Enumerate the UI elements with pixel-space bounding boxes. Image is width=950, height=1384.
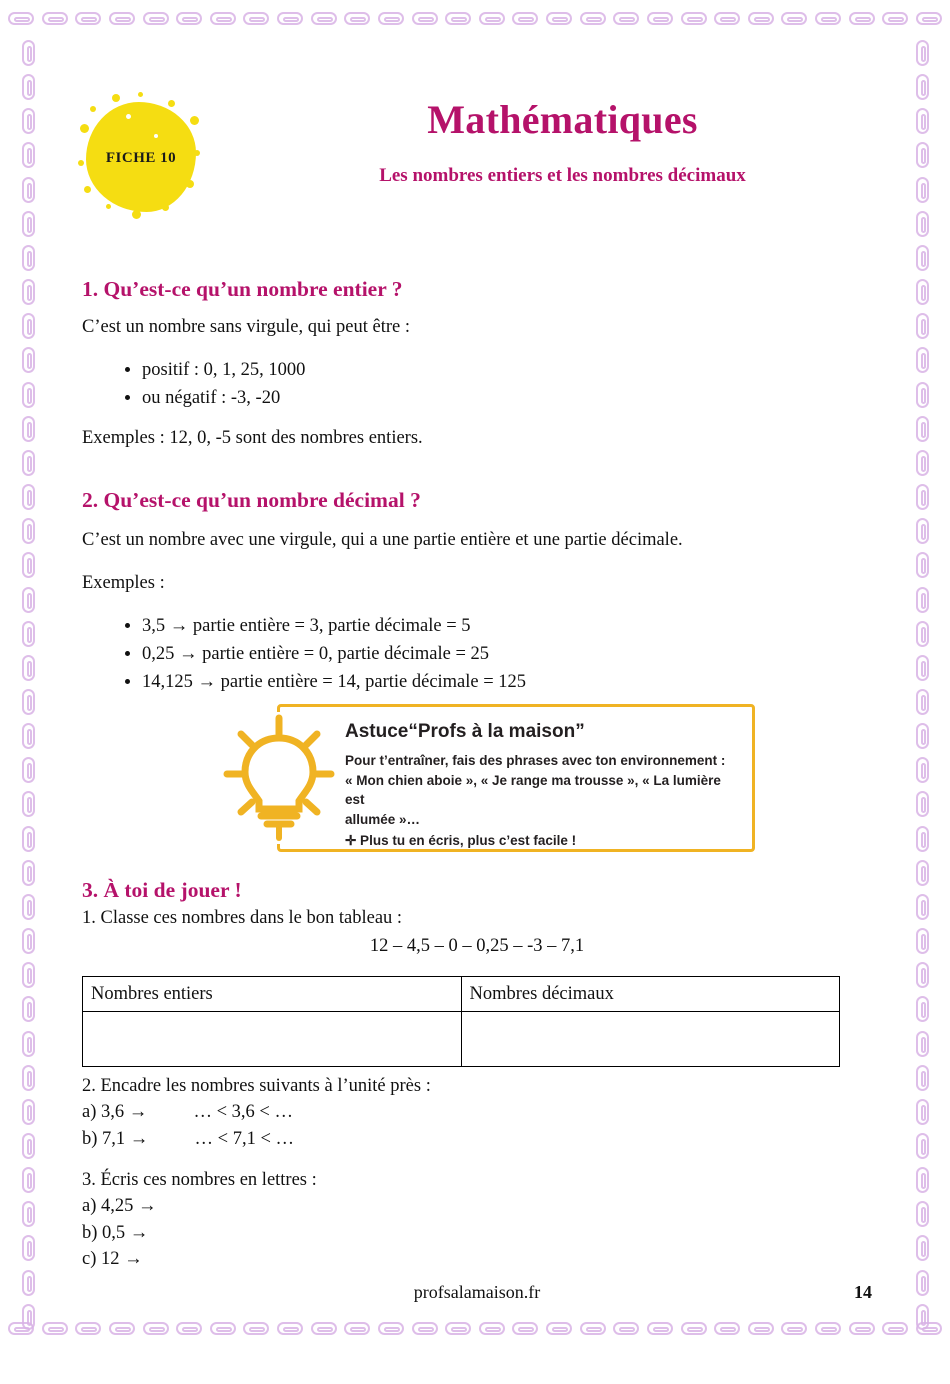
section-2-intro: C’est un nombre avec une virgule, qui a une partie entière et une partie décimale. — [82, 530, 683, 550]
footer-site: profsalamaison.fr — [413, 1282, 541, 1302]
exercise-3-intro: 3. Écris ces nombres en lettres : — [82, 1170, 317, 1190]
table-answer-cell[interactable] — [83, 1012, 462, 1067]
exercise-2-line-b: b) 7,1 → … < 7,1 < … — [82, 1128, 295, 1149]
section-1-intro: C’est un nombre sans virgule, qui peut être : — [82, 317, 410, 337]
fiche-badge — [82, 98, 200, 216]
lightbulb-icon — [215, 712, 345, 844]
fiche-badge-label: FICHE 10 — [105, 150, 177, 166]
section-1-body — [82, 315, 872, 469]
tip-line-2: « Mon chien aboie », « Je range ma trousse », « La lumière est — [345, 772, 721, 808]
exercise-2-intro: 2. Encadre les nombres suivants à l’unité près : — [82, 1076, 431, 1096]
section-2-body — [82, 528, 872, 710]
footer-page-number: 14 — [854, 1282, 872, 1302]
page-subtitle: Les nombres entiers et les nombres décimaux — [379, 165, 746, 186]
decorative-border-left — [8, 40, 48, 1330]
exercise-1-numbers: 12 – 4,5 – 0 – 0,25 – -3 – 7,1 — [369, 936, 585, 956]
tip-title: Astuce“Profs à la maison” — [345, 721, 585, 742]
tip-plus-line: ✛ Plus tu en écris, plus c’est facile ! — [345, 833, 577, 849]
exercise-2-line-a: a) 3,6 → … < 3,6 < … — [82, 1102, 293, 1123]
list-item: • 0,25 → partie entière = 0, partie décimale = 25 — [142, 642, 872, 666]
section-3-heading: 3. À toi de jouer ! — [82, 878, 242, 902]
decorative-border-top — [0, 12, 950, 52]
section-1-heading: 1. Qu’est-ce qu’un nombre entier ? — [82, 277, 403, 301]
section-1-examples: Exemples : 12, 0, -5 sont des nombres entiers. — [82, 428, 423, 449]
table-header-cell: Nombres décimaux — [461, 977, 840, 1012]
section-2-bullets — [82, 614, 872, 694]
decorative-border-right — [902, 40, 942, 1330]
table-header-row — [83, 977, 840, 1012]
exercise-2 — [82, 1073, 431, 1152]
list-item: • 3,5 → partie entière = 3, partie décimale = 5 — [142, 614, 872, 638]
exercise-3 — [82, 1167, 317, 1272]
tip-box — [277, 704, 755, 852]
tip-callout — [215, 704, 755, 852]
section-1-bullets — [82, 358, 872, 410]
section-2-heading: 2. Qu’est-ce qu’un nombre décimal ? — [82, 488, 421, 512]
exercise-3-line-b: b) 0,5 → — [82, 1222, 149, 1243]
exercise-3-line-a: a) 4,25 → — [82, 1196, 157, 1217]
list-item: • 14,125 → partie entière = 14, partie décimale = 125 — [142, 670, 872, 694]
exercise-3-line-c: c) 12 → — [82, 1248, 143, 1269]
table-row — [83, 1012, 840, 1067]
list-item: • positif : 0, 1, 25, 1000 — [142, 358, 872, 382]
tip-line-3: allumée »… — [345, 811, 421, 827]
list-item: • ou négatif : -3, -20 — [142, 386, 872, 410]
page-title: Mathématiques — [427, 97, 698, 142]
table-header-cell: Nombres entiers — [83, 977, 462, 1012]
title-block — [235, 96, 890, 187]
classification-table — [82, 976, 840, 1067]
document-header — [60, 60, 890, 235]
section-2-examples-label: Exemples : — [82, 572, 165, 593]
decorative-border-bottom — [0, 1322, 950, 1362]
exercise-1-intro: 1. Classe ces nombres dans le bon tableau : — [82, 908, 403, 928]
tip-line-1: Pour t’entraîner, fais des phrases avec ton environnement : — [345, 753, 726, 768]
table-answer-cell[interactable] — [461, 1012, 840, 1067]
worksheet-page — [60, 60, 890, 1324]
